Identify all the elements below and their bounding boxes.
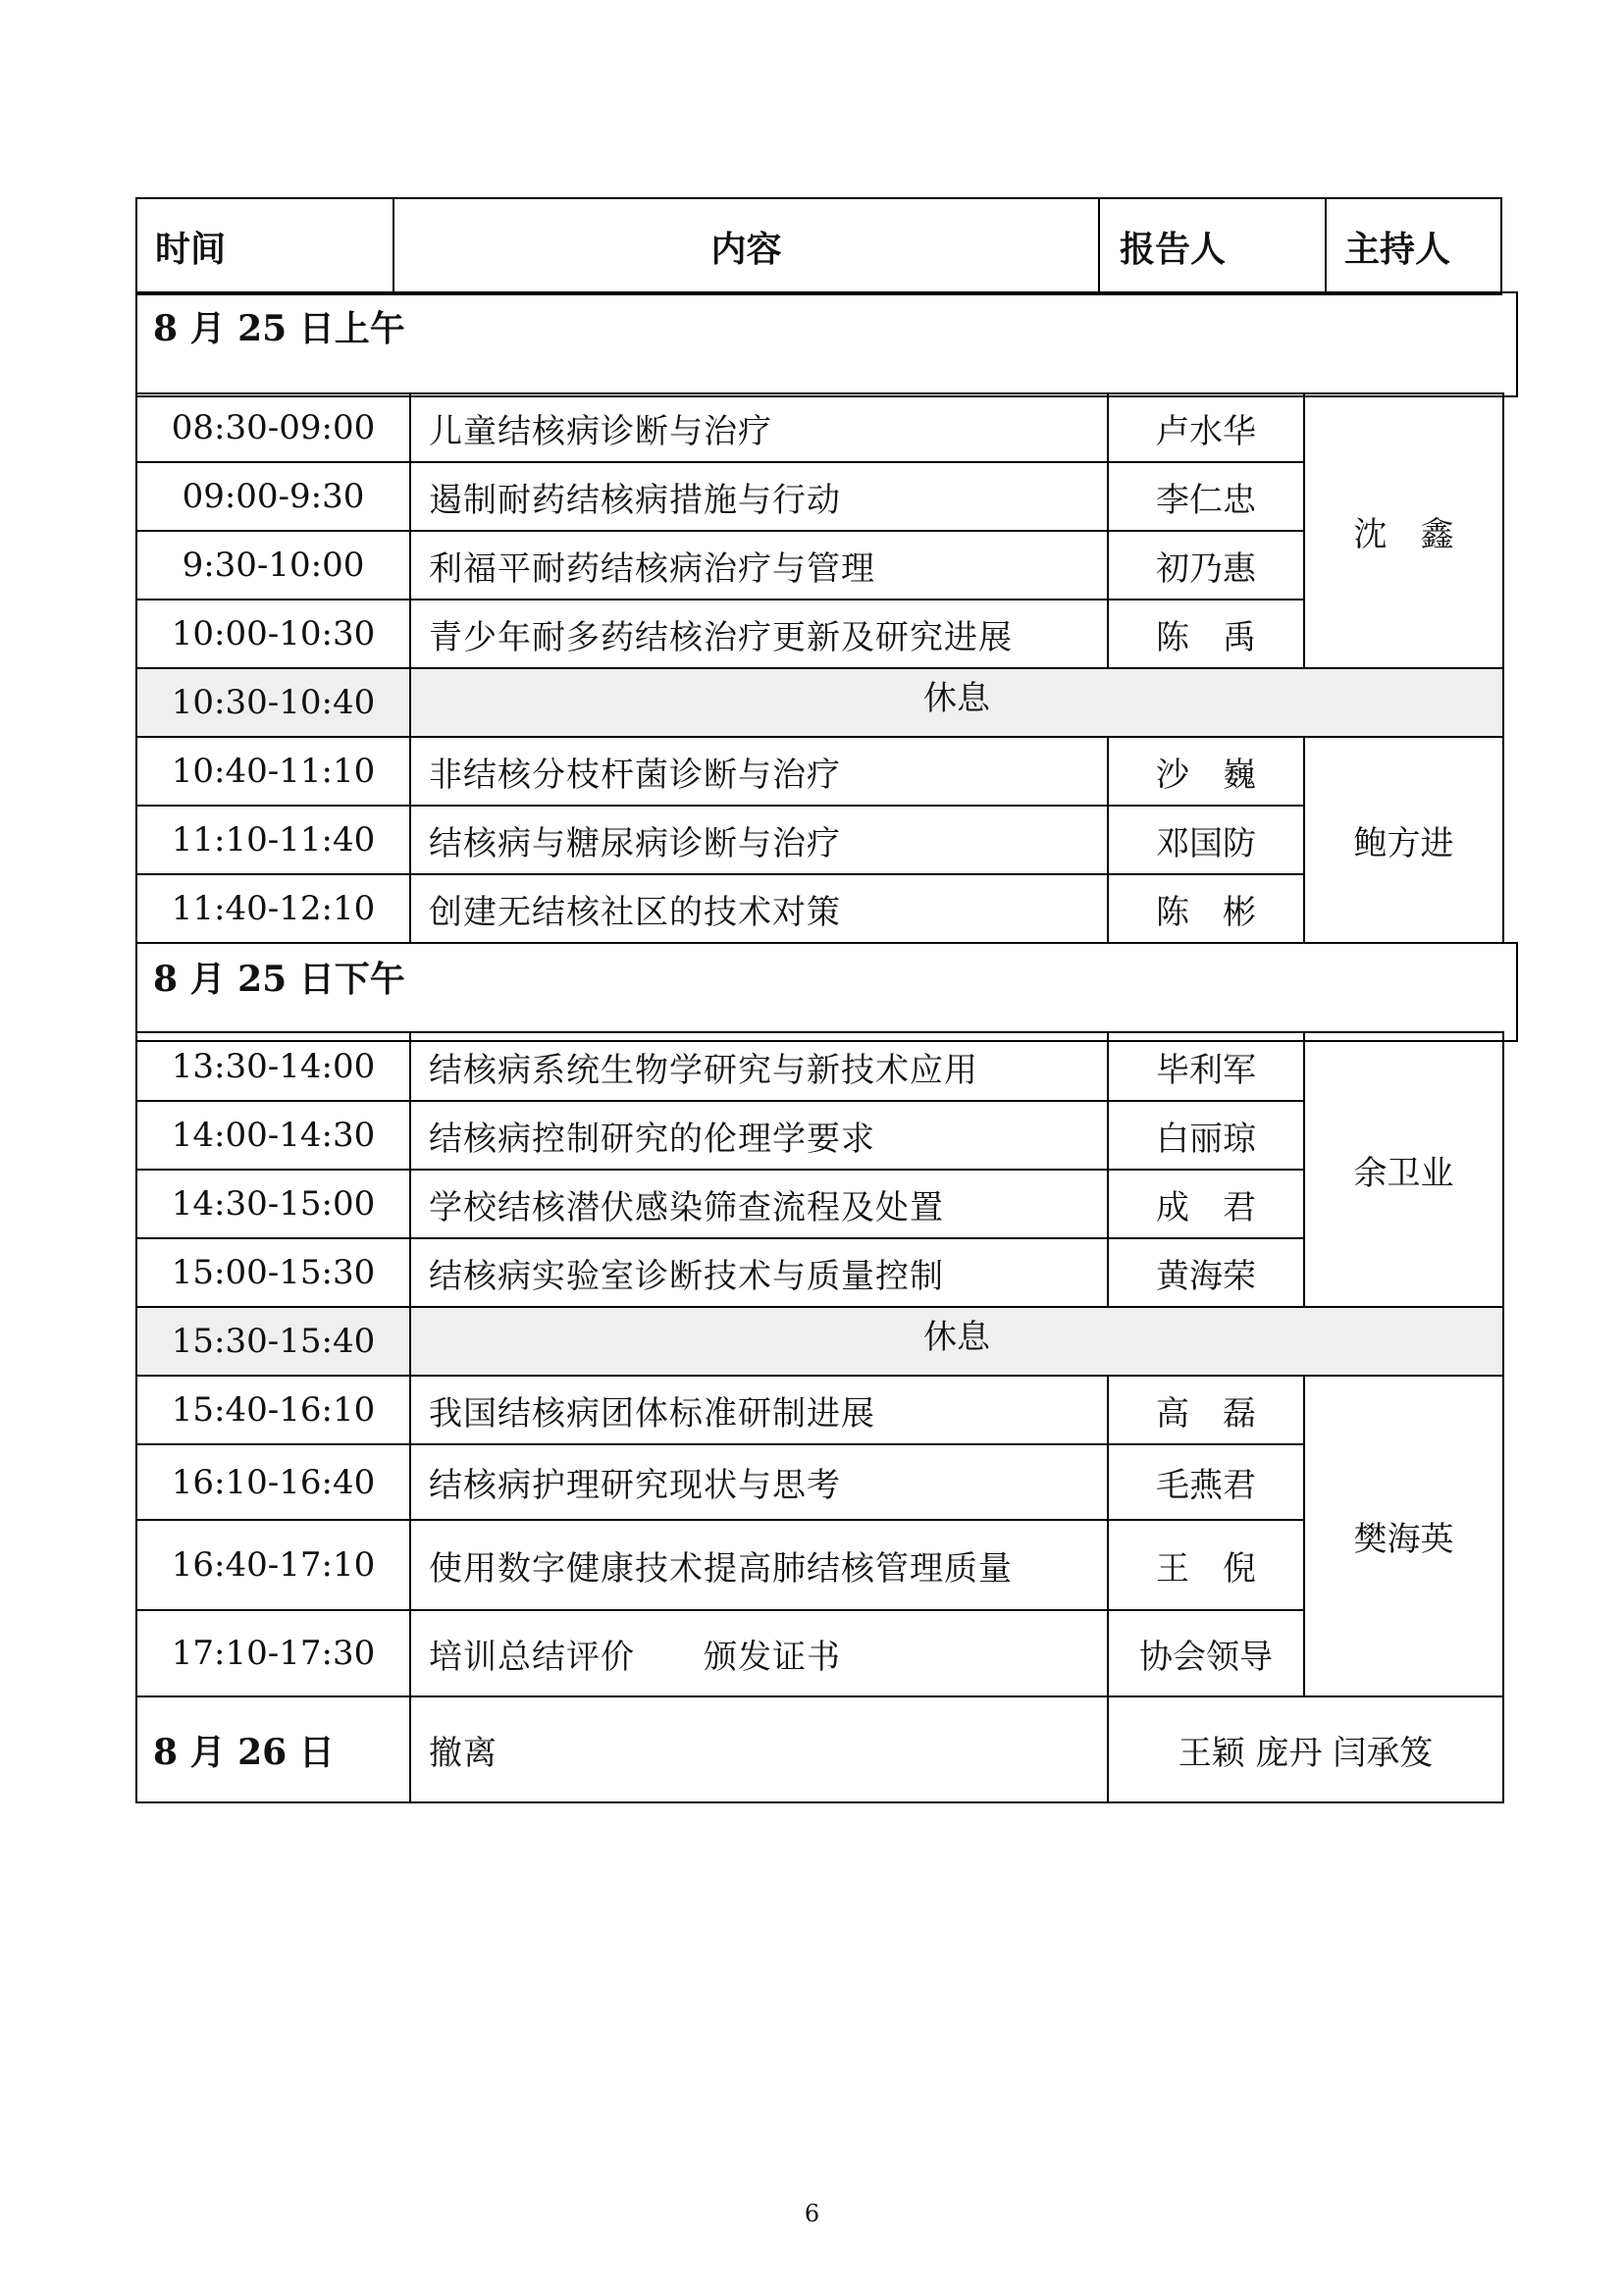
- table-row: [136, 1520, 1503, 1610]
- session-time: 15:00-15:30: [136, 1238, 410, 1307]
- session-time: 11:10-11:40: [136, 806, 410, 874]
- session-time: 10:40-11:10: [136, 737, 410, 806]
- session-speaker: 高 磊: [1108, 1376, 1304, 1444]
- am-block-1: [135, 392, 1504, 944]
- session-content: 遏制耐药结核病措施与行动: [410, 462, 1108, 531]
- header-row: [136, 198, 1501, 294]
- table-row: [136, 874, 1503, 943]
- session-time: 08:30-09:00: [136, 393, 410, 462]
- session-content: 儿童结核病诊断与治疗: [410, 393, 1108, 462]
- day1-pm-label-table: [135, 942, 1518, 1042]
- table-row: [136, 462, 1503, 531]
- day2-date: 8 月 26 日: [136, 1696, 410, 1802]
- session-host: 鲍方进: [1304, 737, 1503, 943]
- day-row: [136, 943, 1517, 1041]
- header-host: 主持人: [1326, 198, 1501, 294]
- table-row: [136, 600, 1503, 668]
- session-host: 沈 鑫: [1304, 393, 1503, 668]
- break-time: 10:30-10:40: [136, 668, 410, 737]
- table-row: [136, 737, 1503, 806]
- session-speaker: 成 君: [1108, 1170, 1304, 1238]
- session-time: 13:30-14:00: [136, 1032, 410, 1101]
- break-row: [136, 668, 1503, 737]
- session-speaker: 沙 巍: [1108, 737, 1304, 806]
- session-time: 16:10-16:40: [136, 1444, 410, 1520]
- session-content: 我国结核病团体标准研制进展: [410, 1376, 1108, 1444]
- session-speaker: 卢水华: [1108, 393, 1304, 462]
- table-row: [136, 1376, 1503, 1444]
- session-time: 9:30-10:00: [136, 531, 410, 600]
- session-time: 14:00-14:30: [136, 1101, 410, 1170]
- session-content: 利福平耐药结核病治疗与管理: [410, 531, 1108, 600]
- session-speaker: 初乃惠: [1108, 531, 1304, 600]
- session-host: 余卫业: [1304, 1032, 1503, 1307]
- table-row: [136, 806, 1503, 874]
- session-content: 学校结核潜伏感染筛查流程及处置: [410, 1170, 1108, 1238]
- pm-block: [135, 1031, 1504, 1803]
- session-content: 使用数字健康技术提高肺结核管理质量: [410, 1520, 1108, 1610]
- session-speaker: 毛燕君: [1108, 1444, 1304, 1520]
- table-row: [136, 1170, 1503, 1238]
- session-speaker: 毕利军: [1108, 1032, 1304, 1101]
- session-content: 非结核分枝杆菌诊断与治疗: [410, 737, 1108, 806]
- session-speaker: 黄海荣: [1108, 1238, 1304, 1307]
- session-speaker: 李仁忠: [1108, 462, 1304, 531]
- break-label: 休息: [410, 1307, 1503, 1376]
- session-time: 11:40-12:10: [136, 874, 410, 943]
- day-row: [136, 292, 1517, 396]
- session-speaker: 陈 彬: [1108, 874, 1304, 943]
- table-row: [136, 531, 1503, 600]
- day1-pm-label: 8 月 25 日下午: [136, 943, 1517, 1041]
- session-content: 结核病系统生物学研究与新技术应用: [410, 1032, 1108, 1101]
- session-speaker: 王 倪: [1108, 1520, 1304, 1610]
- table-row: [136, 393, 1503, 462]
- day2-staff: 王颖 庞丹 闫承笈: [1108, 1696, 1503, 1802]
- day2-row: [136, 1696, 1503, 1802]
- header-time: 时间: [136, 198, 393, 294]
- session-content: 青少年耐多药结核治疗更新及研究进展: [410, 600, 1108, 668]
- session-time: 16:40-17:10: [136, 1520, 410, 1610]
- session-time: 10:00-10:30: [136, 600, 410, 668]
- session-speaker: 协会领导: [1108, 1610, 1304, 1696]
- session-content: 结核病实验室诊断技术与质量控制: [410, 1238, 1108, 1307]
- session-speaker: 陈 禹: [1108, 600, 1304, 668]
- session-content: 创建无结核社区的技术对策: [410, 874, 1108, 943]
- session-content: 结核病控制研究的伦理学要求: [410, 1101, 1108, 1170]
- header-content: 内容: [393, 198, 1099, 294]
- table-row: [136, 1032, 1503, 1101]
- header-speaker: 报告人: [1099, 198, 1326, 294]
- session-time: 17:10-17:30: [136, 1610, 410, 1696]
- schedule-header: [135, 197, 1502, 295]
- day1-am-label: 8 月 25 日上午: [136, 292, 1517, 396]
- table-row: [136, 1610, 1503, 1696]
- session-speaker: 邓国防: [1108, 806, 1304, 874]
- session-content: 结核病护理研究现状与思考: [410, 1444, 1108, 1520]
- table-row: [136, 1444, 1503, 1520]
- day1-am-label-table: [135, 291, 1518, 397]
- session-time: 09:00-9:30: [136, 462, 410, 531]
- page-number: 6: [804, 2200, 820, 2227]
- session-content: 结核病与糖尿病诊断与治疗: [410, 806, 1108, 874]
- session-content: 培训总结评价 颁发证书: [410, 1610, 1108, 1696]
- break-row: [136, 1307, 1503, 1376]
- session-speaker: 白丽琼: [1108, 1101, 1304, 1170]
- session-time: 14:30-15:00: [136, 1170, 410, 1238]
- session-time: 15:40-16:10: [136, 1376, 410, 1444]
- day2-content: 撤离: [410, 1696, 1108, 1802]
- table-row: [136, 1238, 1503, 1307]
- session-host: 樊海英: [1304, 1376, 1503, 1696]
- table-row: [136, 1101, 1503, 1170]
- break-time: 15:30-15:40: [136, 1307, 410, 1376]
- break-label: 休息: [410, 668, 1503, 737]
